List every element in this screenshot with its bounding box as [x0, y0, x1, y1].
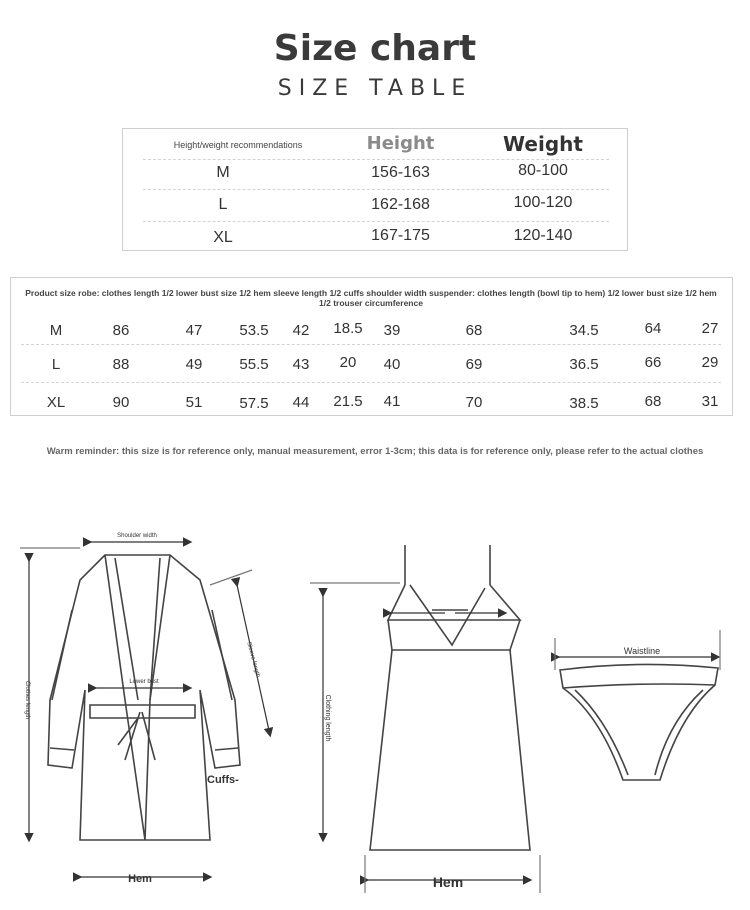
value-cell: 70 [465, 394, 483, 411]
value-cell: 36.5 [569, 356, 599, 373]
height-cell: 162-168 [371, 196, 430, 213]
value-cell: 31 [701, 393, 719, 410]
clothes-length-label: Clothes length [24, 680, 30, 720]
recommendation-table [122, 128, 628, 251]
value-cell: 68 [465, 322, 483, 339]
value-cell: 64 [644, 320, 662, 337]
page-subtitle: SIZE TABLE [277, 76, 473, 101]
size-cell: M [49, 322, 63, 339]
value-cell: 34.5 [569, 322, 599, 339]
table-row [143, 189, 609, 222]
value-cell: 39 [383, 322, 401, 339]
measurement-diagram [0, 520, 750, 910]
page-title: Size chart [273, 28, 477, 69]
value-cell: 43 [292, 356, 310, 373]
value-cell: 38.5 [569, 395, 599, 412]
value-cell: 51 [185, 394, 203, 411]
value-cell: 41 [383, 393, 401, 410]
height-cell: 156-163 [371, 164, 430, 181]
value-cell: 55.5 [239, 356, 269, 373]
sleeve-length-label: Sleeve length [245, 641, 261, 679]
weight-cell: 120-140 [513, 227, 573, 244]
table-row [21, 382, 721, 414]
dress-hem-label: Hem [432, 874, 464, 890]
value-cell: 53.5 [239, 322, 269, 339]
shoulder-width-label: Shoulder width [117, 533, 157, 539]
value-cell: 29 [701, 354, 719, 371]
value-cell: 69 [465, 356, 483, 373]
value-cell: 57.5 [239, 395, 269, 412]
size-cell: XL [213, 229, 233, 246]
value-cell: 88 [112, 356, 130, 373]
value-cell: 86 [112, 322, 130, 339]
weight-cell: 100-120 [513, 194, 573, 211]
table-row [143, 221, 609, 249]
size-cell: L [218, 196, 228, 213]
value-cell: 47 [185, 322, 203, 339]
waistline-label: Waistline [623, 646, 661, 656]
size-cell: L [51, 356, 61, 373]
dress-measure-arrows [310, 583, 540, 893]
dress-illustration [370, 545, 530, 850]
size-cell: M [216, 164, 230, 181]
weight-cell: 80-100 [518, 162, 568, 179]
robe-hem-label: Hem [128, 873, 152, 885]
value-cell: 27 [701, 320, 719, 337]
briefs-illustration [560, 664, 718, 780]
clothing-length-label: Clothing length [324, 694, 331, 742]
product-size-table [10, 277, 733, 416]
warm-reminder: Warm reminder: this size is for reference only, manual measurement, error 1-3cm; this data is for reference only, please refer to the actual clothes [46, 446, 704, 457]
value-cell: 20 [339, 354, 357, 371]
value-cell: 40 [383, 356, 401, 373]
product-table-header: Product size robe: clothes length 1/2 lower bust size 1/2 hem sleeve length 1/2 cuffs shoulder width suspender: clothes length (bowl tip to hem) 1/2 lower bust size 1/2 hem 1/2 trouser circumference [25, 288, 717, 308]
table-row [21, 344, 721, 383]
value-cell: 90 [112, 394, 130, 411]
table-row [21, 312, 721, 345]
robe-illustration [48, 555, 240, 840]
value-cell: 49 [185, 356, 203, 373]
weight-header: Weight [503, 132, 583, 156]
value-cell: 44 [292, 394, 310, 411]
value-cell: 42 [292, 322, 310, 339]
value-cell: 66 [644, 354, 662, 371]
lower-bust-label: Lower bust [129, 679, 159, 685]
value-cell: 68 [644, 393, 662, 410]
table-header-row [143, 129, 609, 160]
recommendation-note: Height/weight recommendations [173, 140, 303, 150]
cuffs-label: Cuffs- [207, 774, 239, 786]
value-cell: 21.5 [333, 393, 363, 410]
table-row [143, 159, 609, 190]
size-cell: XL [46, 394, 66, 411]
height-cell: 167-175 [371, 227, 430, 244]
value-cell: 18.5 [333, 320, 363, 337]
height-header: Height [366, 133, 435, 154]
